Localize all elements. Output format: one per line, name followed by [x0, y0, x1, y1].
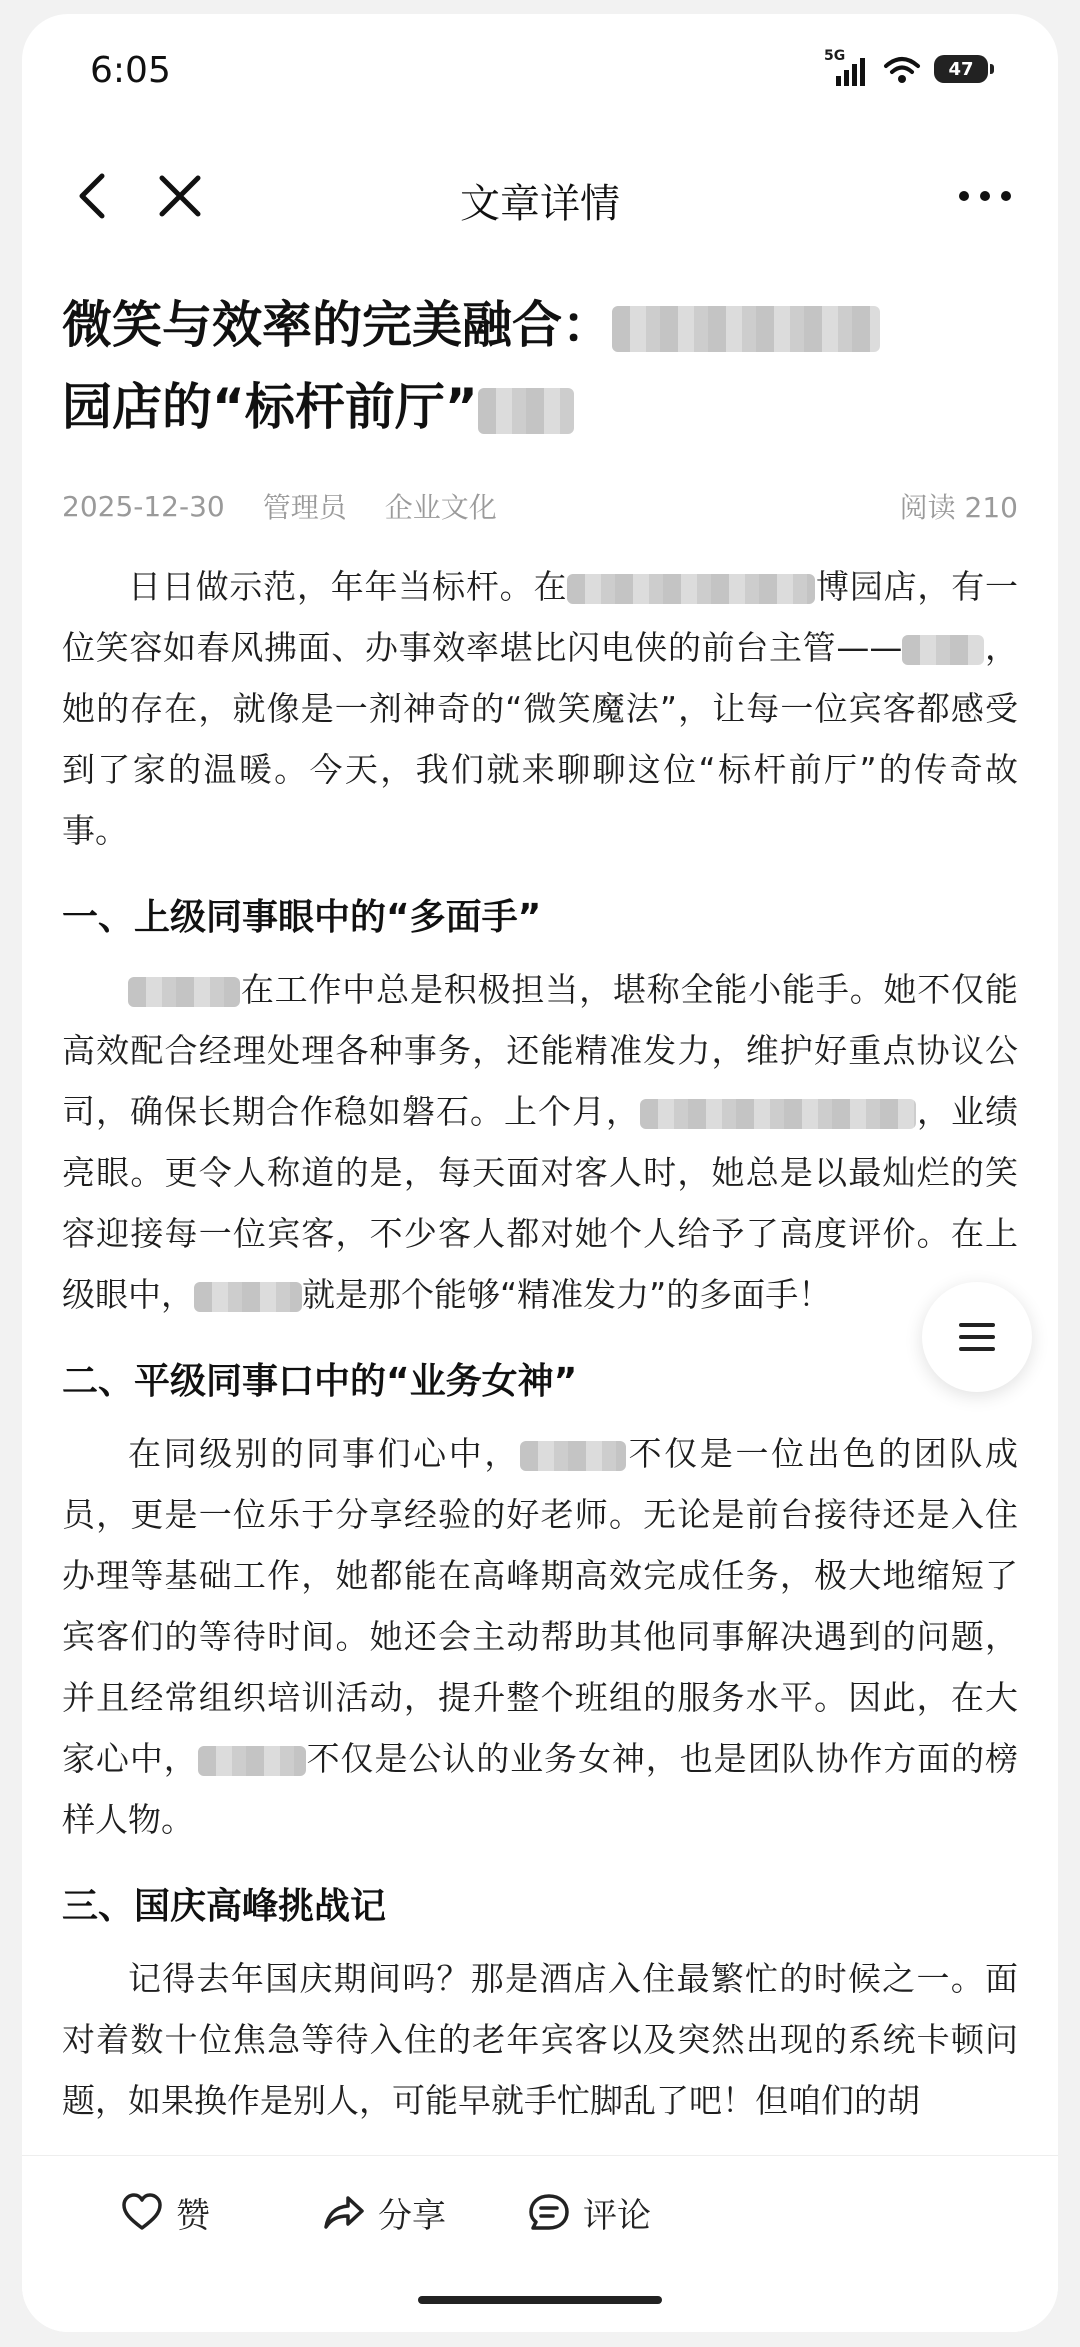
paragraph-2	[62, 959, 1018, 1325]
text-run: ，业绩亮眼。更令人称道的是，每天面对客人时，她总是以最灿烂的笑容迎接每一位宾客，不少客人都对她个人给予了高度评价。在上级眼中，	[62, 1092, 1018, 1314]
network-type: 5G	[824, 48, 846, 64]
text-run: 在工作中总是积极担当，堪称全能小能手。她不仅能高效配合经理处理各种事务，还能精准发力，维护好重点协议公司，确保长期合作稳如磐石。上个月，	[62, 970, 1018, 1131]
like-button[interactable]	[120, 2182, 210, 2242]
comment-label: 评论	[583, 2195, 651, 2236]
redacted-text	[612, 306, 880, 352]
author: 管理员	[262, 491, 347, 524]
article-content	[62, 284, 1018, 2131]
publish-date: 2025-12-30	[62, 489, 225, 523]
battery-icon	[934, 55, 988, 83]
share-icon	[322, 2192, 366, 2232]
more-icon[interactable]	[950, 166, 1020, 226]
paragraph-1	[62, 556, 1018, 861]
like-label: 赞	[176, 2195, 210, 2236]
text-run: ，她的存在，就像是一剂神奇的“微笑魔法”，让每一位宾客都感受到了家的温暖。今天，我们就来聊聊这位“标杆前厅”的传奇故事。	[62, 628, 1019, 850]
redacted-text	[520, 1441, 626, 1471]
status-time: 6:05	[90, 50, 171, 91]
redacted-text	[640, 1099, 916, 1129]
text-run: 就是那个能够“精准发力”的多面手！	[302, 1275, 832, 1314]
redacted-text	[198, 1746, 306, 1776]
bottom-action-bar	[22, 2155, 1058, 2332]
home-indicator[interactable]	[418, 2296, 662, 2304]
section-heading-3: 三、国庆高峰挑战记	[62, 1886, 387, 1927]
share-button[interactable]	[322, 2182, 446, 2242]
redacted-text	[902, 635, 984, 665]
section-heading-1: 一、上级同事眼中的“多面手”	[62, 897, 542, 938]
category: 企业文化	[384, 491, 497, 524]
status-bar	[22, 14, 1058, 134]
cellular-signal-icon	[824, 48, 870, 86]
text-run: 博园店，有一位笑容如春风拂面、办事效率堪比闪电侠的前台主管——	[62, 567, 1019, 667]
floating-menu-button[interactable]	[922, 1282, 1032, 1392]
section-heading-2: 二、平级同事口中的“业务女神”	[62, 1361, 578, 1402]
page-title: 文章详情	[460, 181, 620, 227]
paragraph-3	[62, 1423, 1018, 1850]
share-label: 分享	[378, 2195, 446, 2236]
view-count: 阅读 210	[899, 491, 1018, 524]
redacted-text	[478, 388, 574, 434]
nav-bar	[22, 144, 1058, 254]
menu-icon	[955, 1317, 999, 1357]
article-title	[62, 284, 1018, 448]
redacted-text	[194, 1282, 302, 1312]
redacted-text	[128, 977, 240, 1007]
title-text-1: 微笑与效率的完美融合：	[62, 296, 612, 354]
comment-button[interactable]	[527, 2182, 651, 2242]
article-meta	[62, 476, 1018, 536]
comment-icon	[527, 2192, 571, 2232]
battery-level: 47	[948, 58, 974, 80]
phone-screen	[22, 14, 1058, 2332]
paragraph-4: 记得去年国庆期间吗？那是酒店入住最繁忙的时候之一。面对着数十位焦急等待入住的老年宾客以及突然出现的系统卡顿问题，如果换作是别人，可能早就手忙脚乱了吧！但咱们的胡	[62, 1959, 1018, 2120]
redacted-text	[567, 574, 815, 604]
title-text-2: 园店的“标杆前厅”	[62, 378, 478, 436]
text-run: 日日做示范，年年当标杆。在	[128, 567, 568, 606]
wifi-icon	[882, 52, 922, 86]
text-run: 不仅是公认的业务女神，也是团队协作方面的榜样人物。	[62, 1739, 1019, 1839]
text-run: 在同级别的同事们心中，	[128, 1434, 520, 1473]
status-icons	[824, 48, 988, 86]
heart-icon	[120, 2192, 164, 2232]
text-run: 不仅是一位出色的团队成员，更是一位乐于分享经验的好老师。无论是前台接待还是入住办理等基础工作，她都能在高峰期高效完成任务，极大地缩短了宾客们的等待时间。她还会主动帮助其他同事解决遇到的问题，并且经常组织培训活动，提升整个班组的服务水平。因此，在大家心中，	[62, 1434, 1019, 1778]
